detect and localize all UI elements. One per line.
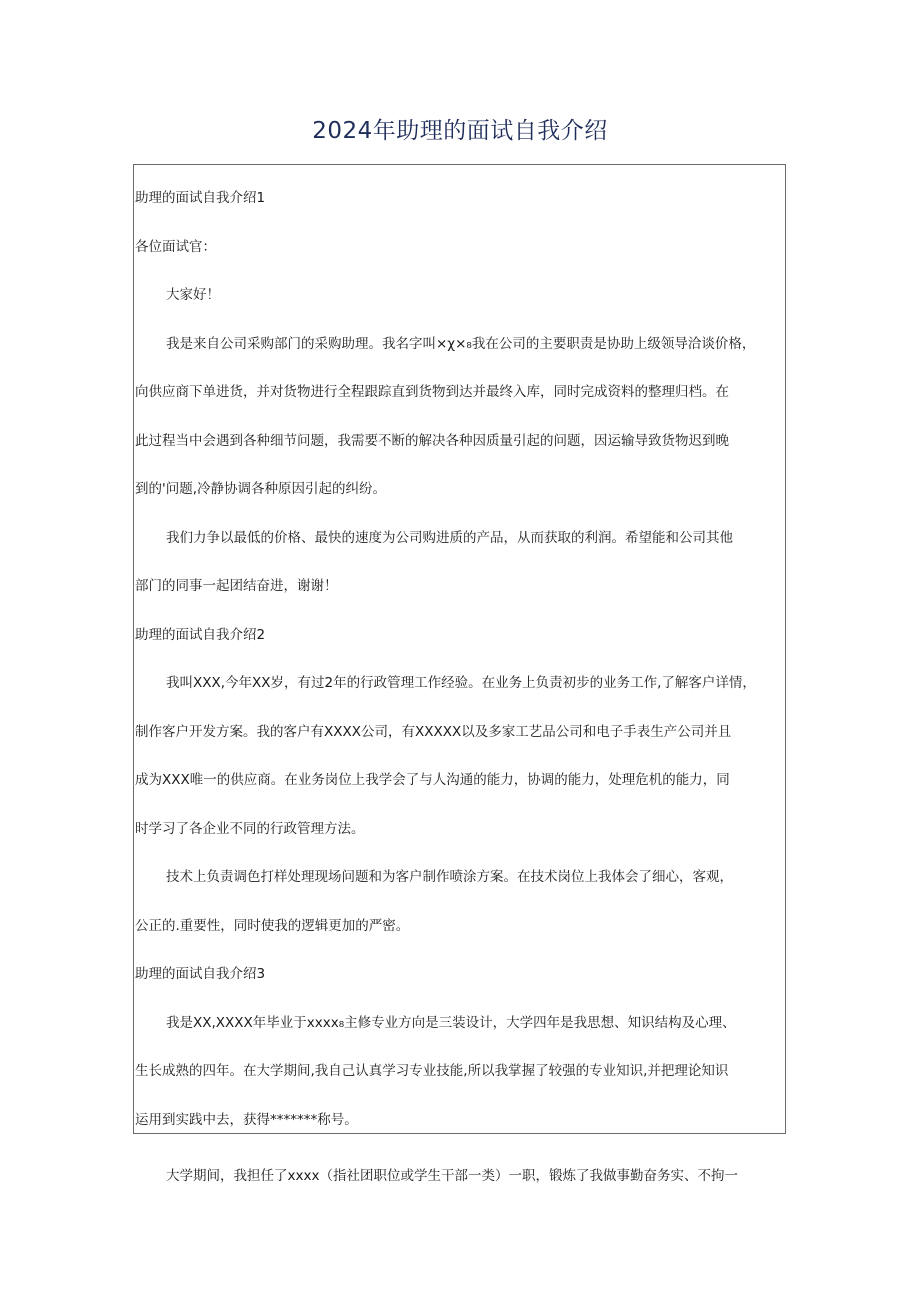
paragraph-line: 制作客户开发方案。我的客户有XXXX公司，有XXXXX以及多家工艺品公司和电子手表生产公司并且 — [135, 723, 732, 740]
paragraph-line: 到的'问题,冷静协调各种原因引起的纠纷。 — [135, 481, 387, 497]
page-title: 2024年助理的面试自我介绍 — [312, 118, 608, 144]
paragraph-line: 公正的.重要性，同时使我的逻辑更加的严密。 — [135, 917, 410, 934]
paragraph-line: 向供应商下单进货，并对货物进行全程跟踪直到货物到达并最终入库，同时完成资料的整理归档。在 — [135, 384, 729, 400]
section-heading-3: 助理的面试自我介绍3 — [135, 966, 266, 982]
paragraph-line: 此过程当中会遇到各种细节问题，我需要不断的解决各种因质量引起的问题，因运输导致货物迟到晚 — [135, 432, 729, 449]
paragraph-line: 我叫XXX,今年XX岁，有过2年的行政管理工作经验。在业务上负责初步的业务工作,了解客户详情， — [166, 675, 756, 691]
section-heading-2: 助理的面试自我介绍2 — [135, 626, 266, 643]
paragraph-line: 大学期间，我担任了xxxx（指社团职位或学生干部一类）一职，锻炼了我做事勤奋务实、不拘一 — [166, 1168, 738, 1184]
greeting: 大家好！ — [166, 287, 220, 303]
paragraph-line: 时学习了各企业不同的行政管理方法。 — [135, 820, 365, 837]
salutation: 各位面试官： — [135, 238, 216, 255]
paragraph-line: 运用到实践中去，获得*******称号。 — [135, 1111, 358, 1128]
continuation-line — [135, 1164, 785, 1184]
paragraph-line: 我们力争以最低的价格、最快的速度为公司购进质的产品，从而获取的利润。希望能和公司其他 — [166, 529, 733, 546]
paragraph-line: 部门的同事一起团结奋进，谢谢！ — [135, 578, 338, 594]
paragraph-line: 我是XX,XXXX年毕业于xxxx₈主修专业方向是三装设计，大学四年是我思想、知识结构及心理、 — [166, 1014, 736, 1031]
document-body — [135, 186, 785, 1156]
section-heading-1: 助理的面试自我介绍1 — [135, 190, 266, 206]
paragraph-line: 技术上负责调色打样处理现场问题和为客户制作喷涂方案。在技术岗位上我体会了细心，客观， — [166, 869, 733, 885]
paragraph-line: 我是来自公司采购部门的采购助理。我名字叫×χ×₈我在公司的主要职责是协助上级领导洽谈价格， — [166, 335, 756, 352]
paragraph-line: 生长成熟的四年。在大学期间,我自己认真学习专业技能,所以我掌握了较强的专业知识,并把理论知识 — [135, 1063, 729, 1079]
paragraph-line: 成为XXX唯一的供应商。在业务岗位上我学会了与人沟通的能力，协调的能力，处理危机的能力，同 — [135, 772, 730, 788]
